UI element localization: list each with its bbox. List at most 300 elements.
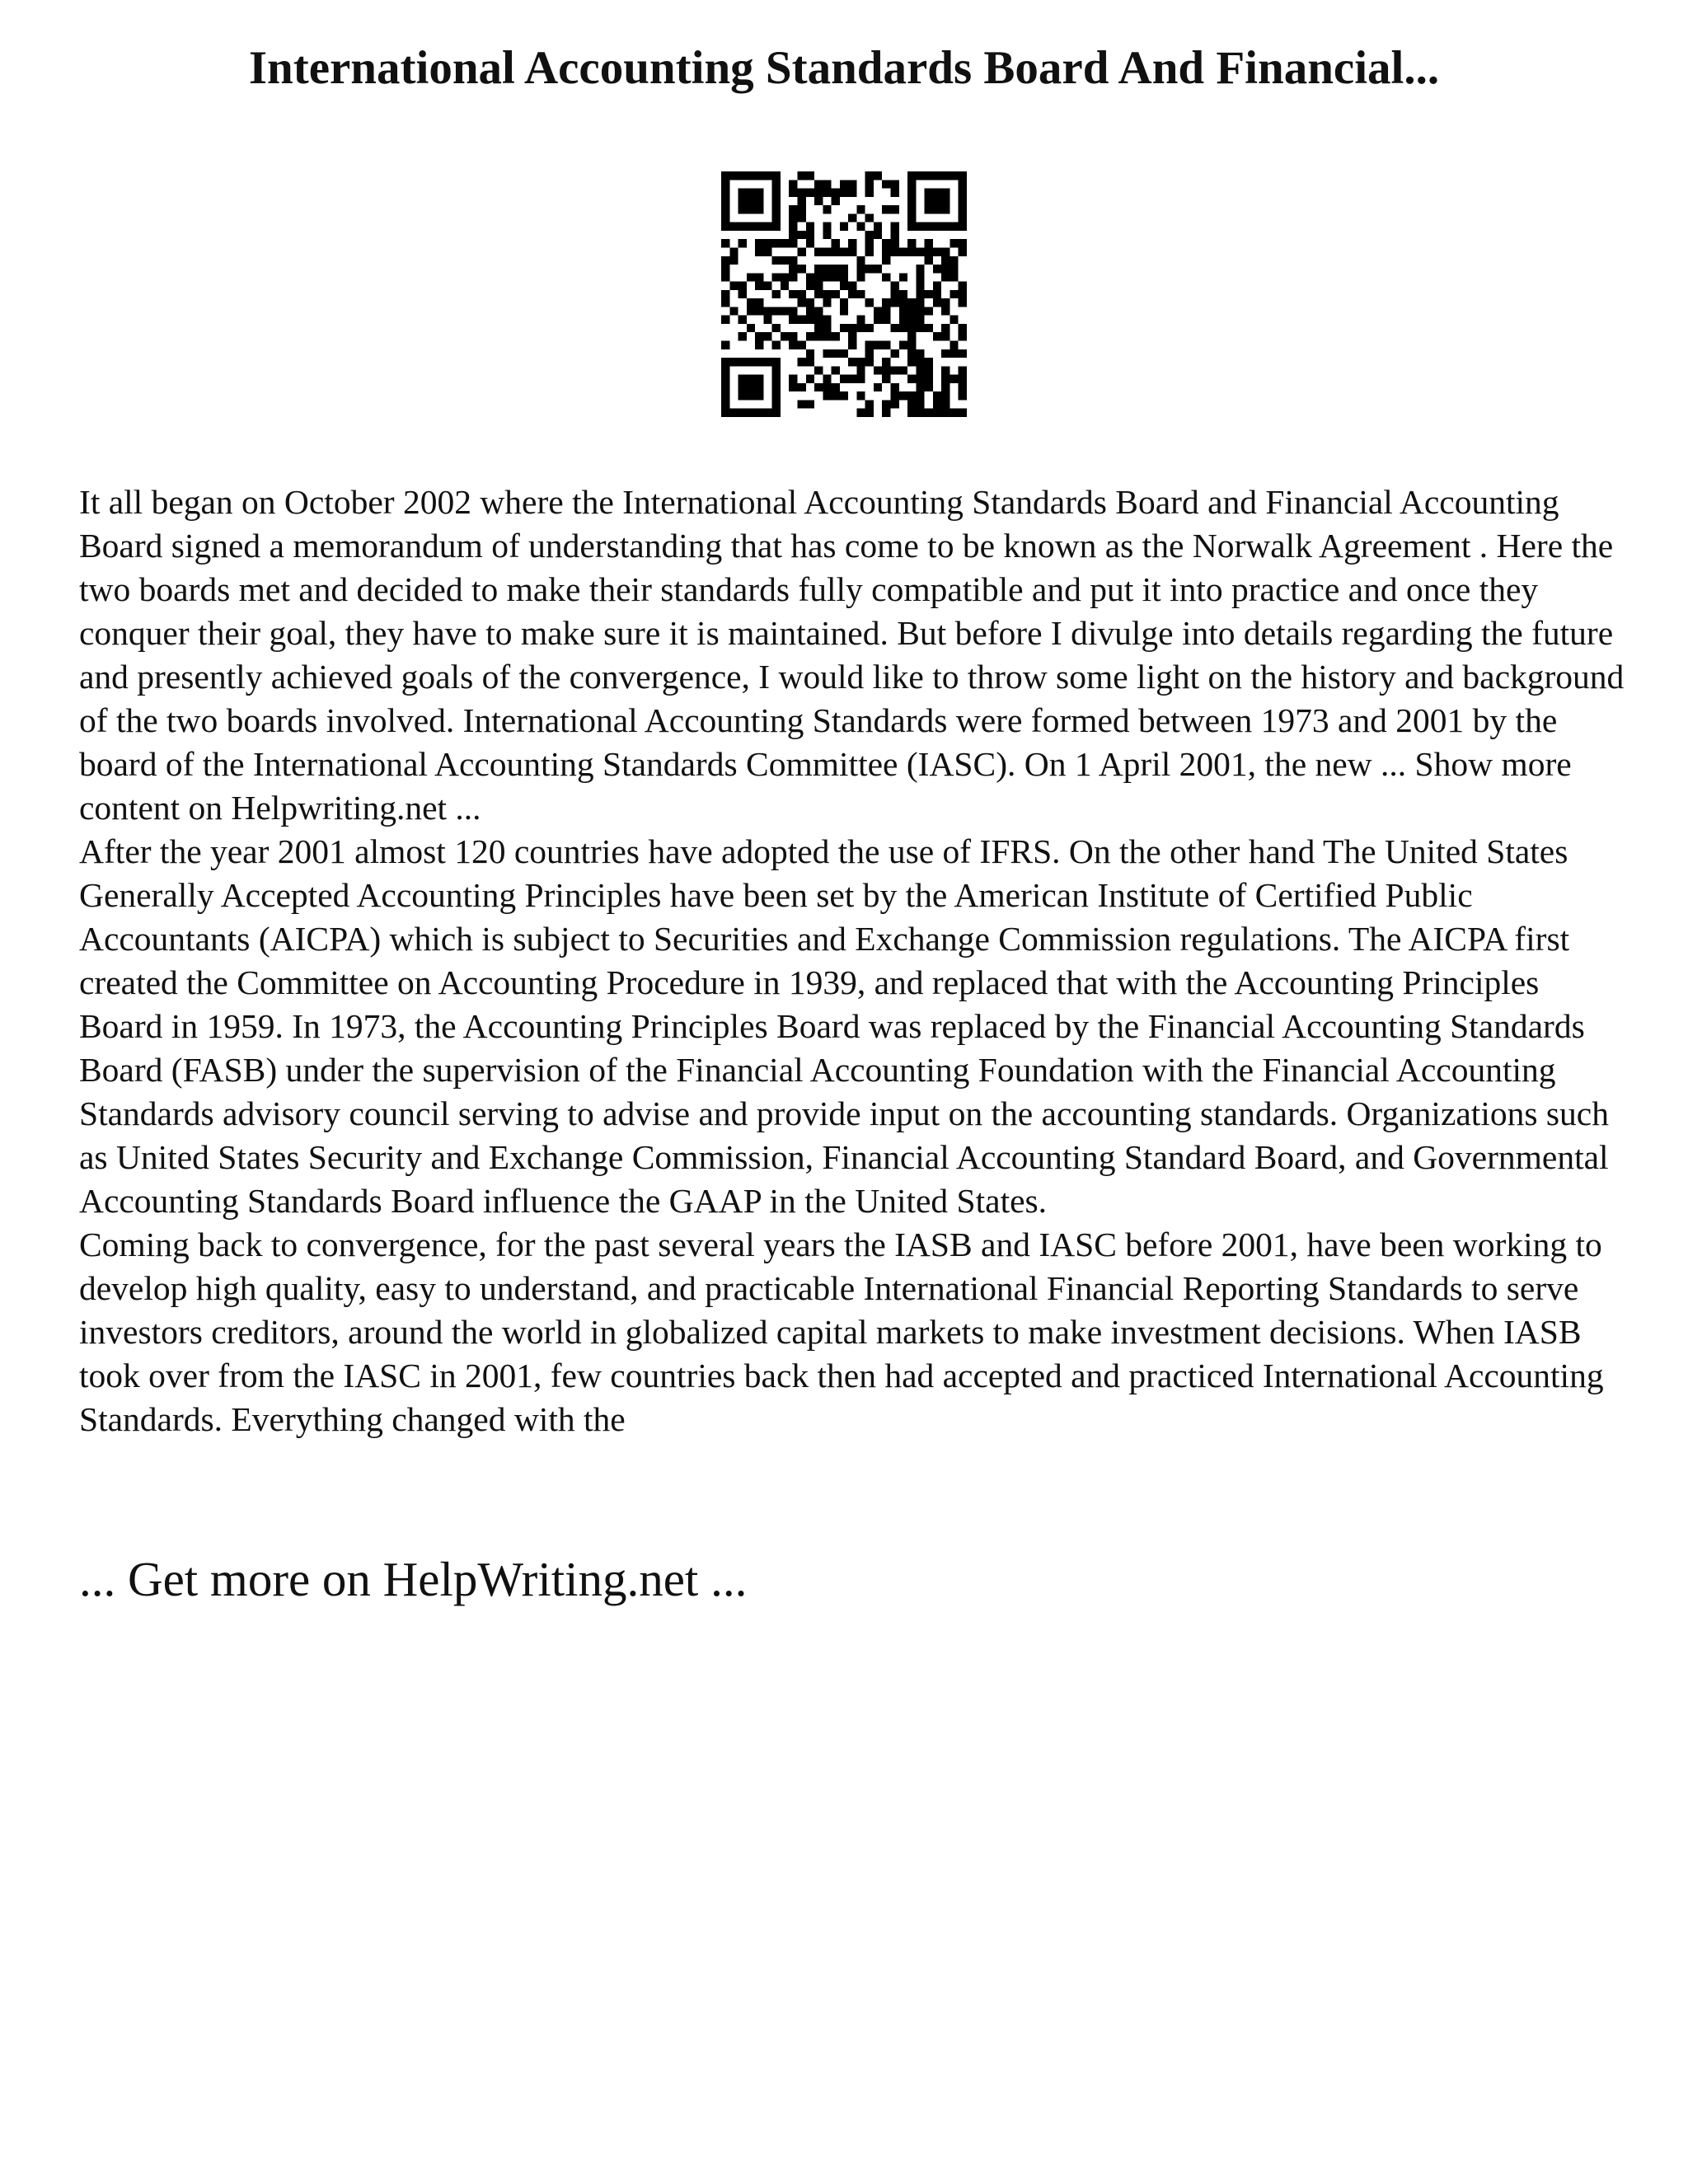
qr-module bbox=[721, 383, 729, 391]
qr-module bbox=[848, 282, 856, 290]
qr-module bbox=[941, 409, 950, 417]
qr-module bbox=[950, 375, 958, 383]
qr-module bbox=[814, 366, 823, 374]
qr-module bbox=[891, 180, 899, 188]
qr-module bbox=[772, 189, 781, 197]
qr-module bbox=[882, 400, 890, 408]
paragraph-3: Coming back to convergence, for the past several years the IASB and IASC before 2001, have been working to develop high quality, easy to understand, and practicable International Financial Reporting Standards to serve investors creditors, around the world in globalized capital markets to make investment decisions. When IASB took over from the IASC in 2001, few countries back then had accepted and practiced International Accounting Standards. Everything changed with the bbox=[79, 1226, 1604, 1438]
qr-module bbox=[959, 409, 967, 417]
qr-code-icon bbox=[721, 171, 967, 417]
qr-module bbox=[721, 205, 729, 213]
qr-module bbox=[874, 171, 882, 180]
qr-module bbox=[856, 256, 865, 265]
qr-module bbox=[763, 307, 771, 315]
qr-module bbox=[891, 366, 899, 374]
qr-module bbox=[747, 307, 755, 315]
qr-module bbox=[925, 324, 933, 332]
qr-module bbox=[865, 324, 874, 332]
qr-module bbox=[729, 358, 738, 366]
qr-module bbox=[797, 189, 805, 197]
qr-module bbox=[925, 247, 933, 255]
qr-module bbox=[755, 247, 763, 255]
qr-module bbox=[840, 391, 848, 400]
qr-module bbox=[856, 391, 865, 400]
qr-module bbox=[832, 197, 840, 205]
qr-module bbox=[916, 375, 924, 383]
qr-module bbox=[907, 349, 916, 358]
qr-module bbox=[763, 409, 771, 417]
qr-module bbox=[823, 316, 831, 324]
qr-module bbox=[941, 366, 950, 374]
qr-module bbox=[882, 366, 890, 374]
qr-module bbox=[848, 189, 856, 197]
qr-module bbox=[823, 205, 831, 213]
qr-module bbox=[907, 341, 916, 349]
qr-module bbox=[959, 391, 967, 400]
qr-module bbox=[891, 231, 899, 239]
qr-module bbox=[832, 332, 840, 340]
qr-module bbox=[907, 239, 916, 247]
qr-module bbox=[738, 205, 747, 213]
qr-module bbox=[797, 290, 805, 298]
qr-module bbox=[916, 316, 924, 324]
qr-module bbox=[772, 324, 781, 332]
qr-module bbox=[933, 223, 941, 231]
qr-module bbox=[874, 316, 882, 324]
qr-module bbox=[882, 256, 890, 265]
qr-module bbox=[806, 171, 814, 180]
qr-module bbox=[959, 290, 967, 298]
qr-module bbox=[882, 375, 890, 383]
qr-module bbox=[959, 197, 967, 205]
qr-module bbox=[933, 298, 941, 307]
qr-module bbox=[763, 282, 771, 290]
qr-module bbox=[763, 332, 771, 340]
qr-module bbox=[950, 349, 958, 358]
qr-module bbox=[840, 307, 848, 315]
qr-module bbox=[899, 307, 907, 315]
qr-module bbox=[823, 247, 831, 255]
qr-module bbox=[891, 383, 899, 391]
qr-module bbox=[941, 391, 950, 400]
qr-module bbox=[729, 256, 738, 265]
qr-module bbox=[933, 391, 941, 400]
qr-module bbox=[772, 205, 781, 213]
qr-module bbox=[823, 290, 831, 298]
qr-module bbox=[721, 409, 729, 417]
qr-module bbox=[729, 307, 738, 315]
qr-module bbox=[907, 332, 916, 340]
qr-module bbox=[941, 171, 950, 180]
qr-module bbox=[772, 375, 781, 383]
qr-module bbox=[789, 383, 797, 391]
qr-module bbox=[789, 341, 797, 349]
qr-module bbox=[848, 332, 856, 340]
qr-module bbox=[950, 316, 958, 324]
qr-module bbox=[747, 205, 755, 213]
qr-module bbox=[814, 316, 823, 324]
qr-module bbox=[925, 189, 933, 197]
qr-module bbox=[797, 213, 805, 222]
paragraph-2: After the year 2001 almost 120 countries have adopted the use of IFRS. On the other hand The United States Generally Accepted Accounting Principles have been set by the American Institute of Certified Public Accountants (AICPA) which is subject to Securities and Exchange Commission regulations. The AICPA first created the Committee on Accounting Procedure in 1939, and replaced that with the Accounting Principles Board in 1959. In 1973, the Accounting Principles Board was replaced by the Financial Accounting Standards Board (FASB) under the supervision of the Financial Accounting Foundation with the Financial Accounting Standards advisory council serving to advise and provide input on the accounting standards. Organizations such as United States Security and Exchange Commission, Financial Accounting Standard Board, and Governmental Accounting Standards Board influence the GAAP in the United States. bbox=[79, 832, 1609, 1220]
qr-module bbox=[823, 273, 831, 281]
qr-module bbox=[959, 332, 967, 340]
qr-module bbox=[882, 409, 890, 417]
qr-module bbox=[781, 239, 789, 247]
qr-module bbox=[899, 273, 907, 281]
qr-module bbox=[763, 171, 771, 180]
qr-module bbox=[755, 358, 763, 366]
qr-module bbox=[772, 391, 781, 400]
qr-module bbox=[832, 383, 840, 391]
qr-module bbox=[772, 341, 781, 349]
qr-module bbox=[865, 409, 874, 417]
qr-module bbox=[959, 213, 967, 222]
qr-module bbox=[789, 332, 797, 340]
qr-module bbox=[823, 391, 831, 400]
qr-module bbox=[865, 298, 874, 307]
qr-module bbox=[738, 409, 747, 417]
qr-module bbox=[848, 358, 856, 366]
qr-module bbox=[806, 282, 814, 290]
qr-module bbox=[772, 273, 781, 281]
qr-module bbox=[941, 332, 950, 340]
qr-module bbox=[882, 316, 890, 324]
qr-module bbox=[950, 256, 958, 265]
qr-module bbox=[832, 247, 840, 255]
qr-module bbox=[933, 189, 941, 197]
qr-module bbox=[781, 282, 789, 290]
qr-module bbox=[925, 239, 933, 247]
qr-module bbox=[899, 316, 907, 324]
qr-module bbox=[763, 358, 771, 366]
qr-module bbox=[925, 375, 933, 383]
qr-module bbox=[916, 366, 924, 374]
qr-module bbox=[959, 205, 967, 213]
qr-module bbox=[832, 239, 840, 247]
qr-module bbox=[840, 298, 848, 307]
qr-module bbox=[797, 358, 805, 366]
qr-module bbox=[729, 247, 738, 255]
qr-module bbox=[840, 189, 848, 197]
qr-module bbox=[797, 247, 805, 255]
qr-module bbox=[874, 383, 882, 391]
qr-module bbox=[907, 409, 916, 417]
qr-module bbox=[950, 290, 958, 298]
qr-module bbox=[959, 298, 967, 307]
qr-module bbox=[772, 358, 781, 366]
qr-module bbox=[738, 223, 747, 231]
qr-module bbox=[925, 171, 933, 180]
qr-module bbox=[941, 273, 950, 281]
qr-module bbox=[925, 205, 933, 213]
qr-module bbox=[899, 391, 907, 400]
qr-module bbox=[814, 180, 823, 188]
qr-module bbox=[721, 358, 729, 366]
qr-module bbox=[789, 213, 797, 222]
qr-module bbox=[899, 290, 907, 298]
qr-module bbox=[874, 307, 882, 315]
qr-module bbox=[797, 171, 805, 180]
qr-module bbox=[823, 180, 831, 188]
qr-module bbox=[823, 383, 831, 391]
qr-module bbox=[941, 324, 950, 332]
qr-module bbox=[848, 180, 856, 188]
qr-module bbox=[950, 171, 958, 180]
qr-module bbox=[907, 375, 916, 383]
qr-module bbox=[814, 247, 823, 255]
qr-module bbox=[925, 223, 933, 231]
qr-module bbox=[738, 189, 747, 197]
qr-module bbox=[755, 189, 763, 197]
qr-module bbox=[781, 307, 789, 315]
qr-module bbox=[789, 205, 797, 213]
qr-code-graphic bbox=[721, 171, 967, 417]
qr-module bbox=[747, 223, 755, 231]
qr-module bbox=[882, 247, 890, 255]
qr-module bbox=[840, 349, 848, 358]
qr-module bbox=[907, 316, 916, 324]
qr-module bbox=[747, 273, 755, 281]
qr-module bbox=[789, 239, 797, 247]
qr-module bbox=[729, 282, 738, 290]
qr-module bbox=[907, 205, 916, 213]
qr-module bbox=[755, 205, 763, 213]
qr-module bbox=[941, 298, 950, 307]
qr-module bbox=[950, 265, 958, 273]
qr-module bbox=[925, 383, 933, 391]
qr-module bbox=[959, 349, 967, 358]
qr-module bbox=[891, 400, 899, 408]
qr-module bbox=[907, 223, 916, 231]
qr-module bbox=[840, 273, 848, 281]
qr-module bbox=[823, 375, 831, 383]
qr-module bbox=[832, 265, 840, 273]
qr-module bbox=[755, 391, 763, 400]
qr-module bbox=[848, 239, 856, 247]
qr-module bbox=[806, 307, 814, 315]
qr-module bbox=[907, 180, 916, 188]
qr-module bbox=[789, 189, 797, 197]
qr-module bbox=[882, 205, 890, 213]
qr-module bbox=[823, 349, 831, 358]
qr-module bbox=[814, 189, 823, 197]
qr-module bbox=[840, 282, 848, 290]
qr-module bbox=[925, 366, 933, 374]
qr-module bbox=[814, 282, 823, 290]
qr-module bbox=[806, 273, 814, 281]
qr-module bbox=[789, 316, 797, 324]
qr-module bbox=[865, 341, 874, 349]
qr-module bbox=[721, 180, 729, 188]
qr-module bbox=[747, 409, 755, 417]
qr-module bbox=[729, 171, 738, 180]
qr-module bbox=[891, 324, 899, 332]
qr-module bbox=[941, 383, 950, 391]
qr-module bbox=[959, 282, 967, 290]
qr-module bbox=[959, 247, 967, 255]
get-more-link[interactable]: ... Get more on HelpWriting.net ... bbox=[79, 1552, 748, 1606]
qr-module bbox=[848, 375, 856, 383]
qr-module bbox=[832, 273, 840, 281]
qr-module bbox=[721, 197, 729, 205]
qr-module bbox=[865, 231, 874, 239]
qr-module bbox=[832, 349, 840, 358]
qr-module bbox=[814, 273, 823, 281]
qr-module bbox=[747, 358, 755, 366]
qr-module bbox=[840, 375, 848, 383]
qr-module bbox=[789, 273, 797, 281]
qr-module bbox=[933, 282, 941, 290]
qr-module bbox=[941, 375, 950, 383]
qr-module bbox=[789, 180, 797, 188]
qr-module bbox=[721, 341, 729, 349]
qr-module bbox=[891, 391, 899, 400]
qr-module bbox=[907, 213, 916, 222]
qr-module bbox=[789, 290, 797, 298]
qr-module bbox=[781, 332, 789, 340]
qr-module bbox=[933, 332, 941, 340]
qr-module bbox=[907, 307, 916, 315]
qr-module bbox=[763, 316, 771, 324]
qr-module bbox=[797, 400, 805, 408]
qr-module bbox=[772, 197, 781, 205]
qr-module bbox=[891, 290, 899, 298]
qr-module bbox=[856, 273, 865, 281]
qr-module bbox=[806, 316, 814, 324]
qr-module bbox=[916, 223, 924, 231]
qr-module bbox=[899, 247, 907, 255]
qr-module bbox=[916, 290, 924, 298]
qr-module bbox=[916, 298, 924, 307]
qr-module bbox=[747, 189, 755, 197]
qr-module bbox=[755, 273, 763, 281]
qr-module bbox=[772, 213, 781, 222]
qr-module bbox=[891, 349, 899, 358]
qr-module bbox=[814, 324, 823, 332]
qr-module bbox=[772, 239, 781, 247]
qr-module bbox=[806, 298, 814, 307]
qr-module bbox=[925, 290, 933, 298]
qr-module bbox=[848, 290, 856, 298]
qr-module bbox=[840, 223, 848, 231]
qr-module bbox=[916, 307, 924, 315]
qr-module bbox=[959, 324, 967, 332]
qr-module bbox=[882, 341, 890, 349]
qr-module bbox=[832, 391, 840, 400]
qr-module bbox=[832, 290, 840, 298]
qr-module bbox=[848, 213, 856, 222]
qr-module bbox=[806, 400, 814, 408]
qr-module bbox=[856, 265, 865, 273]
qr-module bbox=[721, 400, 729, 408]
qr-module bbox=[823, 223, 831, 231]
qr-module bbox=[797, 383, 805, 391]
qr-module bbox=[755, 171, 763, 180]
qr-module bbox=[874, 231, 882, 239]
qr-module bbox=[925, 307, 933, 315]
qr-module bbox=[856, 409, 865, 417]
qr-module bbox=[891, 282, 899, 290]
qr-module bbox=[823, 265, 831, 273]
qr-module bbox=[950, 341, 958, 349]
qr-module bbox=[941, 400, 950, 408]
qr-module bbox=[738, 239, 747, 247]
qr-module bbox=[865, 247, 874, 255]
qr-module bbox=[865, 400, 874, 408]
qr-module bbox=[933, 400, 941, 408]
qr-module bbox=[874, 366, 882, 374]
qr-module bbox=[721, 391, 729, 400]
qr-module bbox=[941, 307, 950, 315]
qr-module bbox=[721, 316, 729, 324]
qr-module bbox=[772, 400, 781, 408]
qr-module bbox=[772, 366, 781, 374]
qr-module bbox=[738, 290, 747, 298]
qr-module bbox=[721, 189, 729, 197]
qr-module bbox=[916, 391, 924, 400]
qr-module bbox=[856, 223, 865, 231]
qr-module bbox=[721, 366, 729, 374]
qr-module bbox=[823, 189, 831, 197]
qr-module bbox=[907, 400, 916, 408]
qr-module bbox=[907, 189, 916, 197]
qr-module bbox=[755, 375, 763, 383]
qr-module bbox=[882, 273, 890, 281]
qr-module bbox=[738, 358, 747, 366]
qr-module bbox=[865, 265, 874, 273]
qr-module bbox=[797, 197, 805, 205]
qr-module bbox=[738, 171, 747, 180]
qr-module bbox=[755, 341, 763, 349]
qr-module bbox=[959, 180, 967, 188]
qr-module bbox=[925, 358, 933, 366]
qr-module bbox=[941, 349, 950, 358]
qr-module bbox=[772, 256, 781, 265]
qr-module bbox=[755, 197, 763, 205]
qr-module bbox=[916, 400, 924, 408]
qr-module bbox=[840, 180, 848, 188]
qr-module bbox=[814, 290, 823, 298]
qr-module bbox=[755, 409, 763, 417]
qr-module bbox=[950, 223, 958, 231]
qr-module bbox=[789, 231, 797, 239]
qr-module bbox=[738, 197, 747, 205]
qr-module bbox=[806, 332, 814, 340]
qr-module bbox=[755, 332, 763, 340]
qr-module bbox=[840, 265, 848, 273]
qr-module bbox=[797, 298, 805, 307]
qr-module bbox=[814, 265, 823, 273]
qr-module bbox=[933, 197, 941, 205]
qr-module bbox=[959, 383, 967, 391]
qr-module bbox=[738, 316, 747, 324]
article-body bbox=[79, 480, 1629, 1441]
qr-module bbox=[840, 247, 848, 255]
qr-module bbox=[856, 205, 865, 213]
qr-module bbox=[763, 239, 771, 247]
qr-module bbox=[848, 341, 856, 349]
qr-module bbox=[933, 265, 941, 273]
qr-module bbox=[865, 358, 874, 366]
qr-module bbox=[874, 223, 882, 231]
qr-module bbox=[941, 256, 950, 265]
qr-module bbox=[772, 290, 781, 298]
qr-module bbox=[797, 316, 805, 324]
qr-module bbox=[729, 223, 738, 231]
qr-module bbox=[891, 189, 899, 197]
qr-module bbox=[907, 298, 916, 307]
